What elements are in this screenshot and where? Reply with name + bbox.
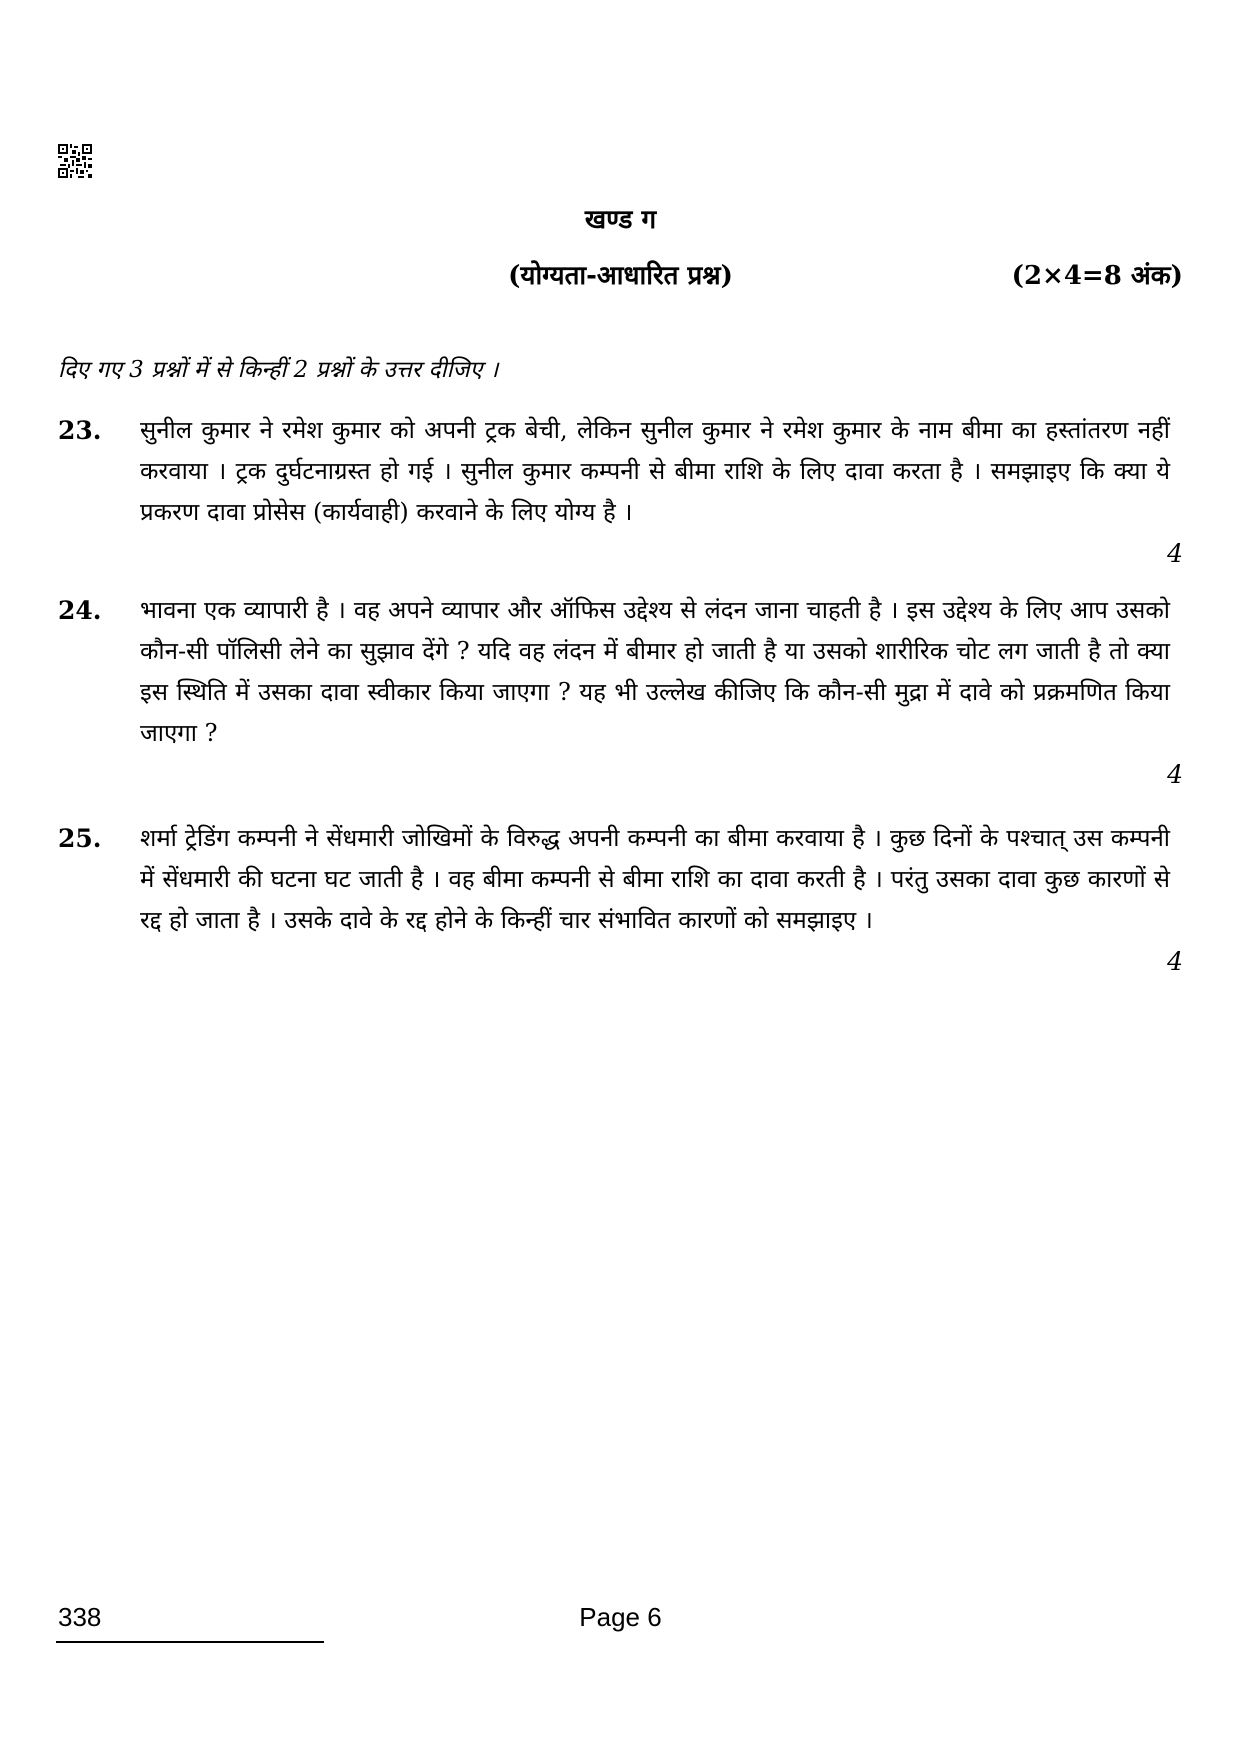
section-subtitle: (योग्यता-आधारित प्रश्न)	[508, 261, 733, 291]
question-number: 23.	[58, 416, 102, 445]
instruction-text: दिए गए 3 प्रश्नों में से किन्हीं 2 प्रश्नों के उत्तर दीजिए ।	[58, 357, 499, 383]
qr-code-icon	[58, 144, 92, 178]
section-total-marks: (2×4=8 अंक)	[1011, 261, 1183, 291]
footer-divider	[56, 1641, 324, 1643]
section-title: खण्ड ग	[584, 205, 657, 235]
paper-code: 338	[58, 1602, 102, 1632]
question-text: शर्मा ट्रेडिंग कम्पनी ने सेंधमारी जोखिमों के विरुद्ध अपनी कम्पनी का बीमा करवाया है । कुछ दिनों के पश्चात् उस कम्पनी में सेंधमारी की घटना घट जाती है । वह बीमा कम्पनी से बीमा राशि का दावा करती है । परंतु उसका दावा कुछ कारणों से रद्द हो जाता है । उसके दावे के रद्द होने के किन्हीं चार संभावित कारणों को समझाइए ।	[140, 824, 1170, 934]
question-text: सुनील कुमार ने रमेश कुमार को अपनी ट्रक बेची, लेकिन सुनील कुमार ने रमेश कुमार के नाम बीमा का हस्तांतरण नहीं करवाया । ट्रक दुर्घटनाग्रस्त हो गई । सुनील कुमार कम्पनी से बीमा राशि के लिए दावा करता है । समझाइए कि क्या ये प्रकरण दावा प्रोसेस (कार्यवाही) करवाने के लिए योग्य है ।	[140, 416, 1170, 526]
subtitle-row	[0, 256, 1241, 296]
question-marks: 4	[1167, 947, 1183, 976]
question-24	[58, 590, 1183, 800]
page-number: Page 6	[579, 1602, 662, 1632]
question-marks: 4	[1167, 760, 1183, 789]
question-23	[58, 410, 1183, 580]
question-25	[58, 818, 1183, 988]
question-text: भावना एक व्यापारी है । वह अपने व्यापार और ऑफिस उद्देश्य से लंदन जाना चाहती है । इस उद्देश्य के लिए आप उसको कौन-सी पॉलिसी लेने का सुझाव देंगे ? यदि वह लंदन में बीमार हो जाती है या उसको शारीरिक चोट लग जाती है तो क्या इस स्थिति में उसका दावा स्वीकार किया जाएगा ? यह भी उल्लेख कीजिए कि कौन-सी मुद्रा में दावे को प्रक्रमणित किया जाएगा ?	[140, 596, 1170, 747]
question-number: 24.	[58, 596, 102, 625]
question-marks: 4	[1167, 539, 1183, 568]
question-number: 25.	[58, 824, 102, 853]
